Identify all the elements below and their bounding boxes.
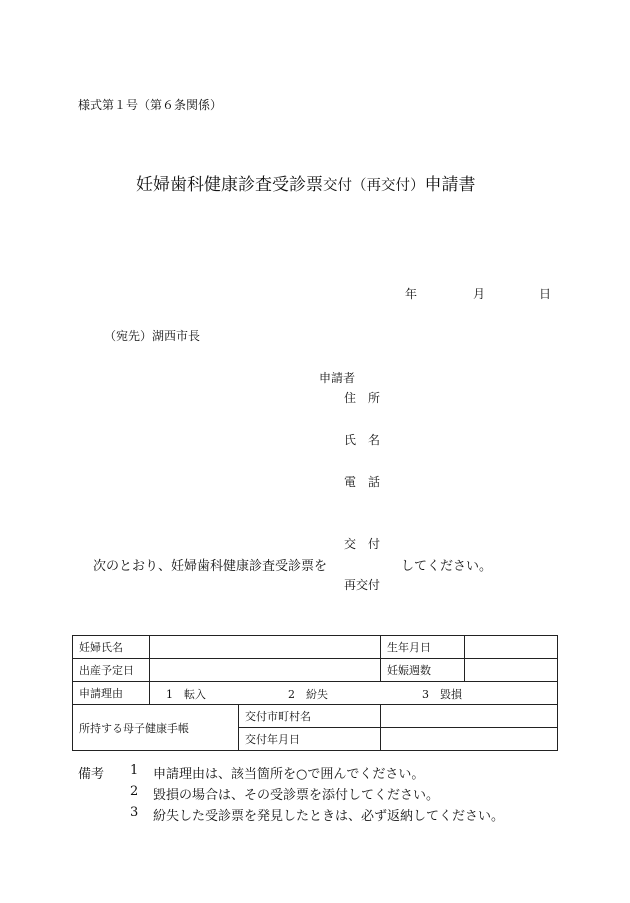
remark-number: 2: [130, 784, 139, 799]
remarks-label: 備考: [78, 767, 105, 782]
title-small: 交付（再交付）: [323, 178, 425, 194]
request-text-before: 次のとおり、妊婦歯科健康診査受診票を: [93, 559, 328, 574]
date-year-label: 年: [405, 287, 418, 301]
option-issue: 交 付: [344, 537, 381, 551]
weeks-field[interactable]: [465, 659, 558, 682]
remark-number: 1: [130, 763, 139, 778]
phone-label: 電 話: [344, 475, 381, 489]
issuing-city-field[interactable]: [381, 705, 558, 728]
reason-option-transfer[interactable]: 1 転入: [166, 688, 206, 701]
table-row: [73, 705, 558, 728]
remark-text: 毀損の場合は、その受診票を添付してください。: [153, 788, 440, 803]
table-row: [73, 682, 558, 705]
date-day-label: 日: [539, 287, 552, 301]
applicant-label: 申請者: [319, 371, 356, 385]
table-row: [73, 636, 558, 659]
remark-text: 紛失した受診票を発見したときは、必ず返納してください。: [153, 809, 505, 824]
due-date-field[interactable]: [150, 659, 381, 682]
address-label: 住 所: [344, 391, 381, 405]
table-row: [73, 659, 558, 682]
issue-date-label: 交付年月日: [239, 728, 381, 751]
pregnant-name-label: 妊婦氏名: [73, 636, 150, 659]
title-end: 申請書: [424, 175, 476, 195]
remark-number: 3: [130, 805, 139, 820]
issue-date-field[interactable]: [381, 728, 558, 751]
issuing-city-label: 交付市町村名: [239, 705, 381, 728]
option-reissue: 再交付: [344, 578, 381, 592]
weeks-label: 妊娠週数: [381, 659, 465, 682]
addressee: （宛先）湖西市長: [104, 329, 201, 343]
birthdate-field[interactable]: [465, 636, 558, 659]
pregnant-name-field[interactable]: [150, 636, 381, 659]
name-label: 氏 名: [344, 433, 381, 447]
form-number: 様式第１号（第６条関係）: [78, 98, 223, 112]
remark-text: 申請理由は、該当箇所を○で囲んでください。: [153, 767, 425, 782]
handbook-label: 所持する母子健康手帳: [73, 705, 239, 751]
reason-label: 申請理由: [73, 682, 150, 705]
page-title: [136, 170, 476, 195]
title-main: 妊婦歯科健康診査受診票: [136, 175, 323, 195]
request-text-after: してください。: [401, 559, 493, 574]
reason-option-damaged[interactable]: 3 毀損: [422, 688, 462, 701]
reason-options: [150, 682, 558, 705]
reason-option-lost[interactable]: 2 紛失: [288, 688, 328, 701]
birthdate-label: 生年月日: [381, 636, 465, 659]
application-table: [72, 635, 558, 751]
due-date-label: 出産予定日: [73, 659, 150, 682]
date-month-label: 月: [473, 287, 486, 301]
